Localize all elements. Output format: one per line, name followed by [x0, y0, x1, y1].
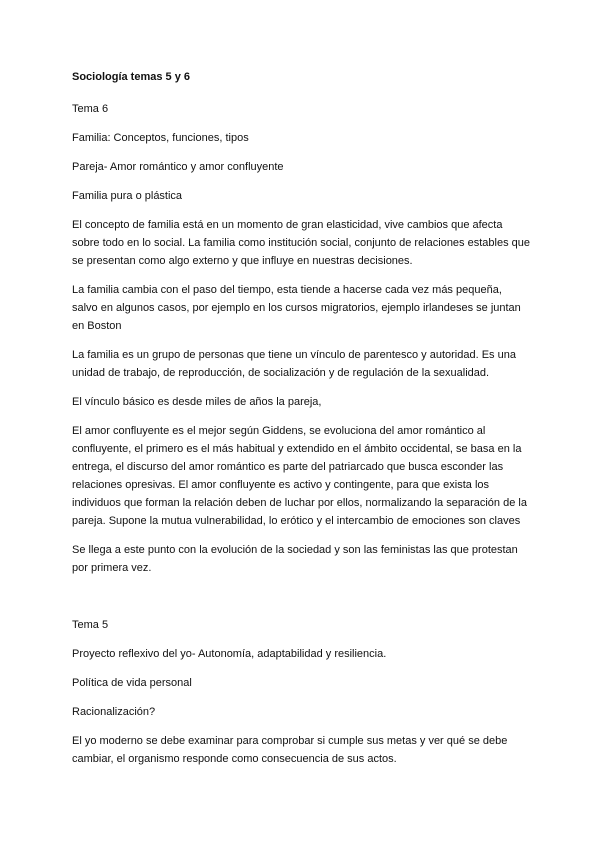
tema5-paragraph-yo-moderno: El yo moderno se debe examinar para comprobar si cumple sus metas y ver qué se debe cambiar, el organismo responde como consecuencia de sus actos.	[72, 735, 508, 765]
tema5-line-racionalizacion: Racionalización?	[72, 706, 156, 718]
tema6-paragraph-feministas: Se llega a este punto con la evolución de la sociedad y son las feministas las que protestan por primera vez.	[72, 544, 518, 574]
tema5-line-proyecto: Proyecto reflexivo del yo- Autonomía, adaptabilidad y resiliencia.	[72, 648, 387, 660]
tema6-line-conceptos: Familia: Conceptos, funciones, tipos	[72, 132, 249, 144]
tema6-paragraph-concepto: El concepto de familia está en un momento de gran elasticidad, vive cambios que afecta sobre todo en lo social. La familia como institución social, conjunto de relaciones estables que se presentan como algo externo y que influye en nuestras decisiones.	[72, 219, 530, 267]
tema6-line-familia-pura: Familia pura o plástica	[72, 190, 183, 202]
document-content	[72, 70, 530, 779]
tema6-paragraph-amor-confluyente: El amor confluyente es el mejor según Giddens, se evoluciona del amor romántico al confluyente, el primero es el más habitual y extendido en el ámbito occidental, se basa en la entrega, el discurso del amor romántico es parte del patriarcado que busca esconder las relaciones opresivas. El amor confluyente es activo y contingente, para que exista los individuos que forman la relación deben de luchar por ellos, normalizando la separación de la pareja. Supone la mutua vulnerabilidad, lo erótico y el intercambio de emociones son claves	[72, 425, 527, 527]
tema5-heading: Tema 5	[72, 619, 109, 631]
tema6-heading: Tema 6	[72, 103, 109, 115]
tema6-paragraph-cambio: La familia cambia con el paso del tiempo, esta tiende a hacerse cada vez más pequeña, salvo en algunos casos, por ejemplo en los cursos migratorios, ejemplo irlandeses se juntan en Boston	[72, 284, 521, 332]
tema6-line-pareja: Pareja- Amor romántico y amor confluyente	[72, 161, 284, 173]
document-title: Sociología temas 5 y 6	[72, 71, 190, 83]
tema6-paragraph-vinculo: El vínculo básico es desde miles de años la pareja,	[72, 396, 322, 408]
section-spacer	[72, 588, 530, 616]
tema5-line-politica: Política de vida personal	[72, 677, 192, 689]
tema6-paragraph-grupo: La familia es un grupo de personas que tiene un vínculo de parentesco y autoridad. Es una unidad de trabajo, de reproducción, de socialización y de regulación de la sexualidad.	[72, 349, 516, 379]
